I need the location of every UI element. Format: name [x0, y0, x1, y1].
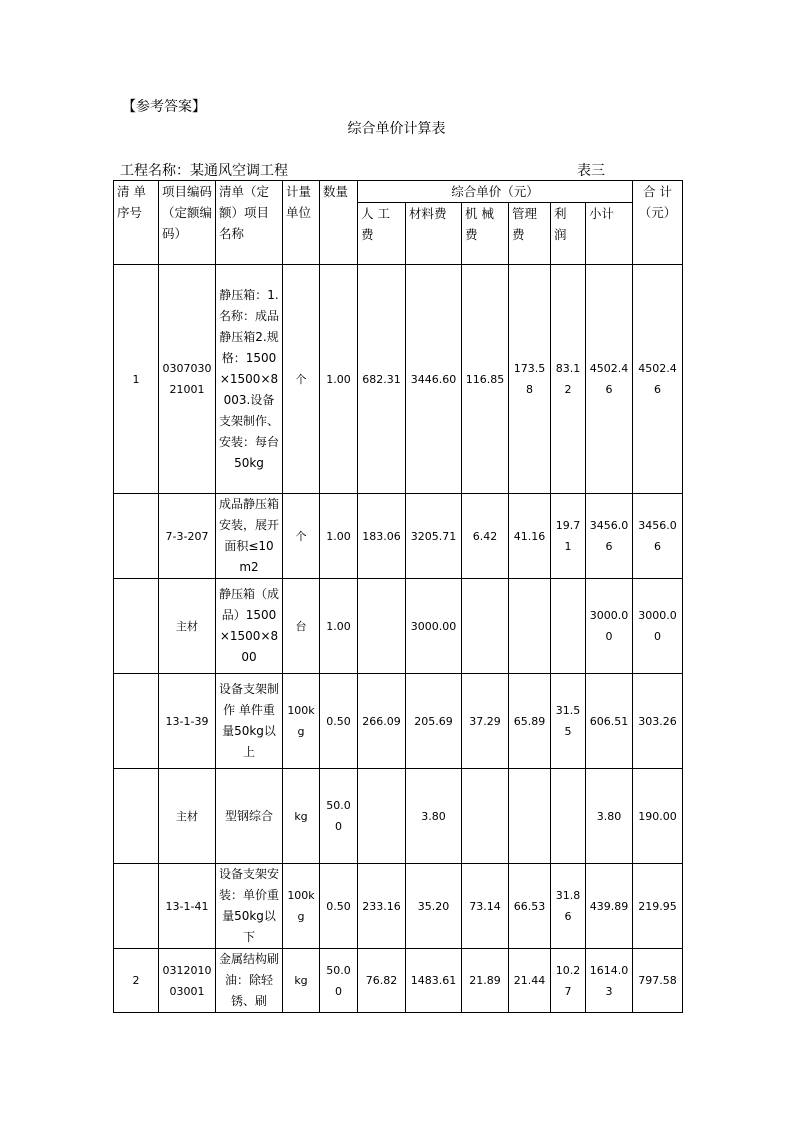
header-unit-price: 综合单价（元）	[358, 181, 633, 203]
cell-code: 13-1-41	[159, 864, 216, 949]
cell-material: 205.69	[406, 674, 462, 769]
cell-labor: 682.31	[358, 265, 406, 494]
cell-machine: 116.85	[462, 265, 509, 494]
header-qty: 数量	[320, 181, 358, 265]
page-title: 综合单价计算表	[347, 121, 446, 137]
cell-name: 金属结构刷油：除轻锈、刷	[216, 949, 283, 1013]
cell-total: 303.26	[633, 674, 683, 769]
cell-material: 1483.61	[406, 949, 462, 1013]
header-machine: 机 械 费	[462, 203, 509, 265]
cell-qty: 1.00	[320, 265, 358, 494]
table-row	[114, 265, 683, 494]
cell-material: 3446.60	[406, 265, 462, 494]
cell-seq: 1	[114, 265, 159, 494]
cell-unit: 台	[283, 579, 320, 674]
cell-name: 静压箱（成品）1500×1500×800	[216, 579, 283, 674]
cell-qty: 1.00	[320, 494, 358, 579]
cell-code: 7-3-207	[159, 494, 216, 579]
cell-machine: 73.14	[462, 864, 509, 949]
cell-mgmt	[509, 769, 551, 864]
cell-subtotal: 3.80	[586, 769, 633, 864]
cell-subtotal: 4502.46	[586, 265, 633, 494]
cell-seq	[114, 674, 159, 769]
cell-code: 13-1-39	[159, 674, 216, 769]
cell-unit: 个	[283, 265, 320, 494]
cell-profit: 83.12	[551, 265, 586, 494]
cell-machine: 6.42	[462, 494, 509, 579]
header-seq: 清 单 序号	[114, 181, 159, 265]
unit-price-table	[113, 180, 683, 1013]
cell-subtotal: 1614.03	[586, 949, 633, 1013]
header-unit: 计量单位	[283, 181, 320, 265]
cell-subtotal: 439.89	[586, 864, 633, 949]
cell-qty: 50.00	[320, 769, 358, 864]
table-row	[114, 674, 683, 769]
cell-mgmt: 173.58	[509, 265, 551, 494]
cell-labor: 266.09	[358, 674, 406, 769]
cell-labor: 233.16	[358, 864, 406, 949]
cell-unit: kg	[283, 949, 320, 1013]
cell-mgmt: 66.53	[509, 864, 551, 949]
cell-mgmt: 41.16	[509, 494, 551, 579]
cell-unit: 100kg	[283, 674, 320, 769]
cell-machine: 37.29	[462, 674, 509, 769]
cell-mgmt	[509, 579, 551, 674]
cell-code: 030703021001	[159, 265, 216, 494]
cell-material: 35.20	[406, 864, 462, 949]
cell-qty: 1.00	[320, 579, 358, 674]
table-row	[114, 769, 683, 864]
cell-profit: 10.27	[551, 949, 586, 1013]
cell-name: 设备支架制作 单件重量50kg以上	[216, 674, 283, 769]
cell-mgmt: 21.44	[509, 949, 551, 1013]
cell-seq	[114, 864, 159, 949]
cell-unit: 个	[283, 494, 320, 579]
cell-profit: 31.55	[551, 674, 586, 769]
header-mgmt: 管理费	[509, 203, 551, 265]
cell-profit	[551, 579, 586, 674]
header-profit: 利 润	[551, 203, 586, 265]
cell-total: 4502.46	[633, 265, 683, 494]
cell-material: 3205.71	[406, 494, 462, 579]
cell-labor	[358, 579, 406, 674]
cell-name: 静压箱：1.名称：成品静压箱2.规格：1500×1500×8003.设备支架制作、安装：每台50kg	[216, 265, 283, 494]
cell-machine	[462, 579, 509, 674]
cell-labor	[358, 769, 406, 864]
cell-code: 031201003001	[159, 949, 216, 1013]
cell-name: 型钢综合	[216, 769, 283, 864]
cell-unit: kg	[283, 769, 320, 864]
cell-material: 3000.00	[406, 579, 462, 674]
cell-subtotal: 606.51	[586, 674, 633, 769]
reference-answer-label: 【参考答案】	[122, 99, 206, 115]
header-name: 清单（定额）项目名称	[216, 181, 283, 265]
cell-profit: 19.71	[551, 494, 586, 579]
project-name: 工程名称：某通风空调工程	[120, 163, 288, 179]
cell-subtotal: 3456.06	[586, 494, 633, 579]
header-total: 合 计（元）	[633, 181, 683, 265]
cell-seq	[114, 769, 159, 864]
cell-subtotal: 3000.00	[586, 579, 633, 674]
header-subtotal: 小计	[586, 203, 633, 265]
cell-total: 797.58	[633, 949, 683, 1013]
cell-material: 3.80	[406, 769, 462, 864]
cell-labor: 183.06	[358, 494, 406, 579]
table-row	[114, 949, 683, 1013]
table-row	[114, 579, 683, 674]
table-row	[114, 864, 683, 949]
cell-profit	[551, 769, 586, 864]
header-code: 项目编码（定额编码）	[159, 181, 216, 265]
cell-mgmt: 65.89	[509, 674, 551, 769]
cell-total: 190.00	[633, 769, 683, 864]
cell-total: 3456.06	[633, 494, 683, 579]
cell-qty: 0.50	[320, 674, 358, 769]
cell-machine: 21.89	[462, 949, 509, 1013]
cell-seq: 2	[114, 949, 159, 1013]
cell-total: 3000.00	[633, 579, 683, 674]
cell-qty: 50.00	[320, 949, 358, 1013]
header-labor: 人 工 费	[358, 203, 406, 265]
cell-code: 主材	[159, 769, 216, 864]
table-number: 表三	[577, 163, 605, 179]
header-material: 材料费	[406, 203, 462, 265]
cell-unit: 100kg	[283, 864, 320, 949]
cell-seq	[114, 579, 159, 674]
cell-qty: 0.50	[320, 864, 358, 949]
table-row	[114, 494, 683, 579]
cell-labor: 76.82	[358, 949, 406, 1013]
cell-profit: 31.86	[551, 864, 586, 949]
cell-name: 设备支架安装：单价重量50kg以下	[216, 864, 283, 949]
cell-name: 成品静压箱安装，展开面积≤10m2	[216, 494, 283, 579]
cell-seq	[114, 494, 159, 579]
cell-code: 主材	[159, 579, 216, 674]
cell-total: 219.95	[633, 864, 683, 949]
cell-machine	[462, 769, 509, 864]
